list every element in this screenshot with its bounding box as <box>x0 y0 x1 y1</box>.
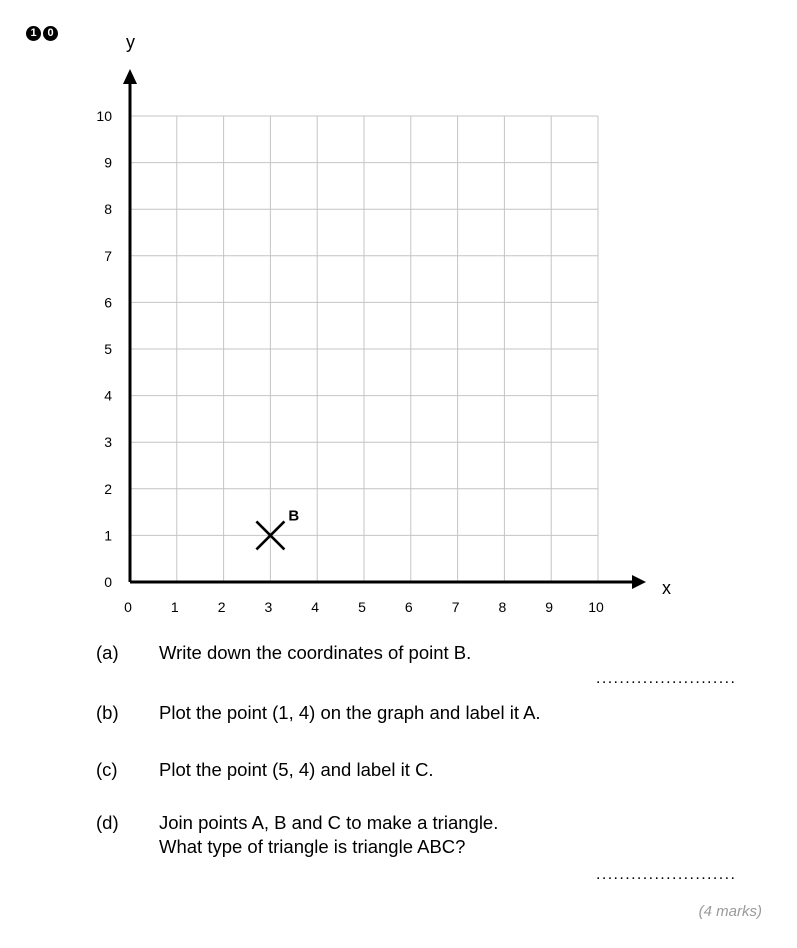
point-B <box>256 507 299 549</box>
x-tick-label-7: 7 <box>451 599 460 615</box>
x-axis-arrowhead <box>632 575 646 589</box>
x-tick-label-9: 9 <box>545 599 554 615</box>
answer-line-d[interactable]: ........................ <box>596 866 737 883</box>
x-tick-labels <box>124 599 604 615</box>
question-d-label: (d) <box>96 812 119 833</box>
axes <box>123 69 646 589</box>
y-tick-label-10: 10 <box>96 108 112 124</box>
question-number-digit-1: 1 <box>26 26 41 41</box>
grid-lines <box>130 116 598 582</box>
y-tick-label-6: 6 <box>104 294 112 311</box>
answer-line-a[interactable]: ........................ <box>596 670 737 687</box>
x-tick-label-3: 3 <box>264 599 273 615</box>
question-c-text: Plot the point (5, 4) and label it C. <box>159 759 434 780</box>
question-d-text-line-2: What type of triangle is triangle ABC? <box>159 836 466 857</box>
question-d-text-line-1: Join points A, B and C to make a triangle. <box>159 812 499 833</box>
y-tick-label-2: 2 <box>104 480 112 497</box>
x-tick-label-6: 6 <box>404 599 413 615</box>
x-tick-label-1: 1 <box>170 599 179 615</box>
y-tick-labels <box>96 108 112 590</box>
y-tick-label-7: 7 <box>104 247 112 264</box>
y-axis-arrowhead <box>123 69 137 84</box>
y-tick-label-1: 1 <box>104 527 112 544</box>
x-tick-label-10: 10 <box>588 599 604 615</box>
y-tick-label-3: 3 <box>104 434 112 451</box>
x-axis-label: x <box>662 578 671 598</box>
question-b-label: (b) <box>96 702 119 723</box>
question-b-text: Plot the point (1, 4) on the graph and label it A. <box>159 702 541 723</box>
y-tick-label-5: 5 <box>104 341 112 357</box>
question-c-label: (c) <box>96 759 118 780</box>
x-tick-label-4: 4 <box>311 599 320 615</box>
y-axis-label: y <box>126 32 135 52</box>
question-number-digit-2: 0 <box>43 26 58 41</box>
x-tick-label-2: 2 <box>217 599 226 615</box>
y-tick-label-9: 9 <box>104 154 112 171</box>
x-tick-label-8: 8 <box>498 599 507 615</box>
question-a-text: Write down the coordinates of point B. <box>159 642 472 663</box>
marks-total: (4 marks) <box>698 903 762 920</box>
y-tick-label-4: 4 <box>104 387 112 404</box>
question-a-label: (a) <box>96 642 119 663</box>
y-tick-label-0: 0 <box>104 574 112 590</box>
x-tick-label-5: 5 <box>358 599 366 615</box>
plotted-points <box>256 507 299 549</box>
point-B-label: B <box>288 507 300 525</box>
x-tick-label-0: 0 <box>124 599 132 615</box>
y-tick-label-8: 8 <box>104 201 112 218</box>
